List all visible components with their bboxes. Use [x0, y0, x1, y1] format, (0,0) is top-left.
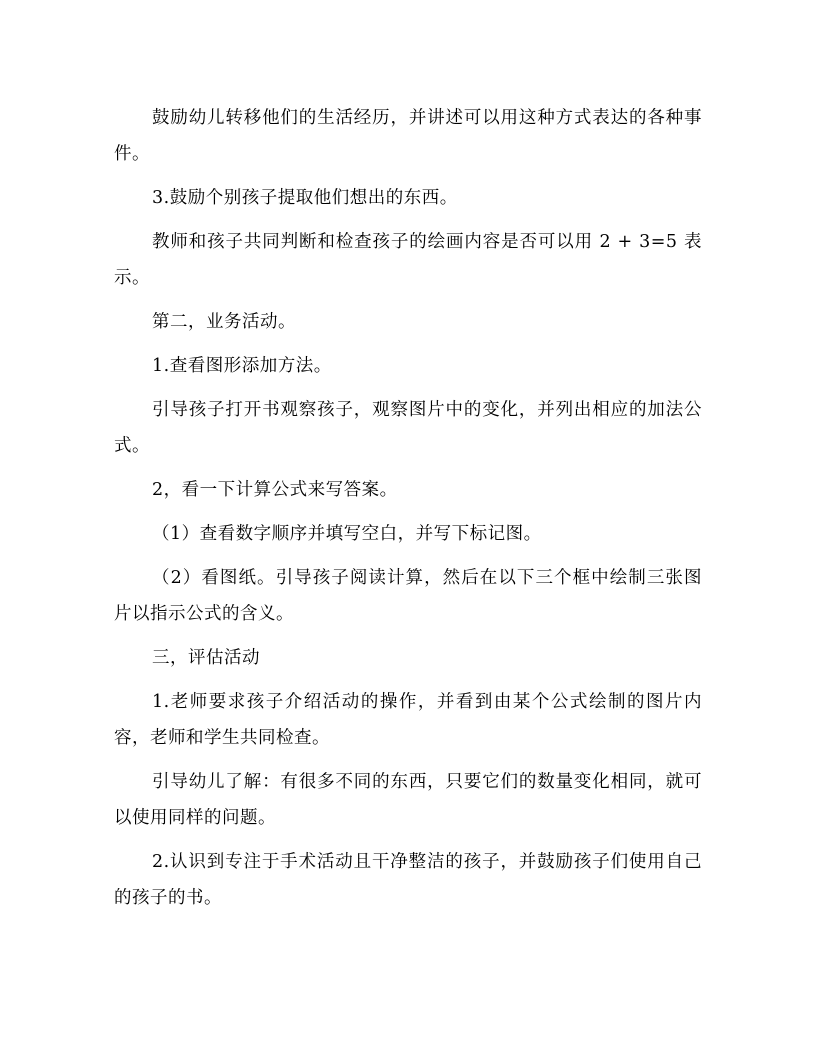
paragraph: （1）查看数字顺序并填写空白，并写下标记图。 — [152, 524, 542, 544]
paragraph: 2.认识到专注于手术活动且干净整洁的孩子，并鼓励孩子们使用自己的孩子的书。 — [114, 852, 702, 908]
paragraph: 1.查看图形添加方法。 — [152, 356, 332, 376]
paragraph: 鼓励幼儿转移他们的生活经历，并讲述可以用这种方式表达的各种事件。 — [114, 108, 702, 164]
paragraph: 教师和孩子共同判断和检查孩子的绘画内容是否可以用 2 + 3=5 表示。 — [114, 232, 702, 288]
section-heading: 三，评估活动 — [152, 648, 260, 668]
document-body — [114, 100, 702, 924]
paragraph: （2）看图纸。引导孩子阅读计算，然后在以下三个框中绘制三张图片以指示公式的含义。 — [114, 568, 702, 624]
paragraph: 引导孩子打开书观察孩子，观察图片中的变化，并列出相应的加法公式。 — [114, 400, 702, 456]
section-heading: 第二，业务活动。 — [152, 312, 296, 332]
paragraph: 引导幼儿了解：有很多不同的东西，只要它们的数量变化相同，就可以使用同样的问题。 — [114, 772, 702, 828]
paragraph: 1.老师要求孩子介绍活动的操作，并看到由某个公式绘制的图片内容，老师和学生共同检查。 — [114, 692, 702, 748]
paragraph: 3.鼓励个别孩子提取他们想出的东西。 — [152, 188, 458, 208]
paragraph: 2，看一下计算公式来写答案。 — [152, 480, 398, 500]
